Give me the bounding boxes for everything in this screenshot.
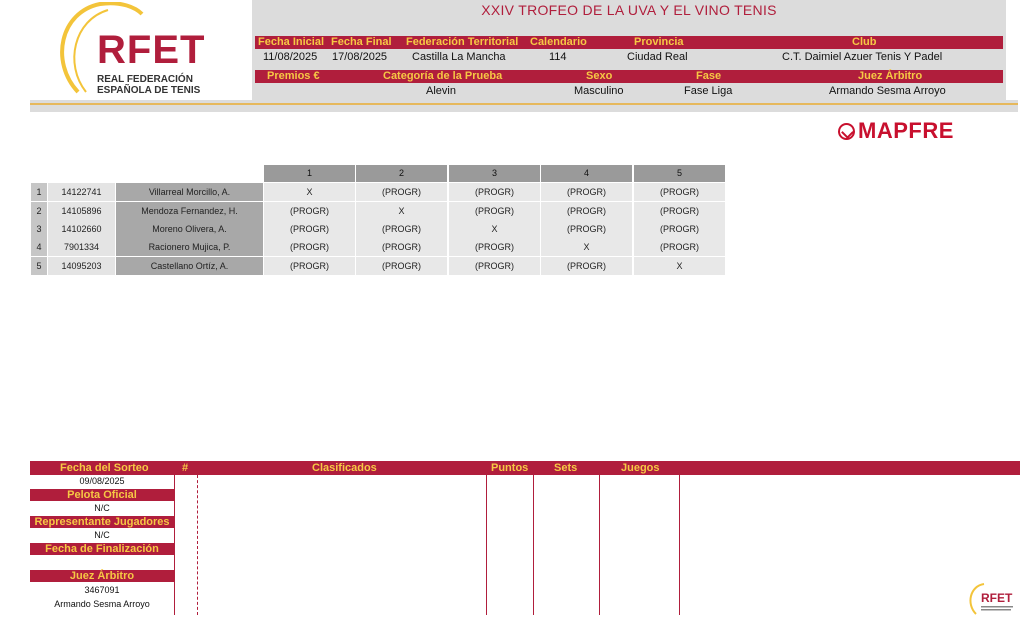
rfet-mini-logo-icon [966, 582, 1018, 616]
match-result-cell: (PROGR) [264, 202, 355, 220]
match-result-cell: X [449, 220, 540, 238]
player-name: Moreno Olivera, A. [116, 220, 263, 238]
label-clasificados: Clasificados [312, 462, 377, 474]
label-puntos: Puntos [491, 462, 529, 474]
label-fecha-finalizacion: Fecha de Finalización [30, 543, 174, 555]
value-juez: Armando Sesma Arroyo [829, 85, 946, 97]
matrix-column-header: 1 [264, 165, 355, 182]
value-fase: Fase Liga [684, 85, 733, 97]
match-result-cell: (PROGR) [264, 220, 355, 238]
match-result-cell: (PROGR) [541, 257, 632, 275]
player-name: Villarreal Morcillo, A. [116, 183, 263, 201]
column-divider [533, 475, 534, 615]
value-sexo: Masculino [574, 85, 624, 97]
value-juez-name: Armando Sesma Arroyo [54, 599, 150, 609]
label-provincia: Provincia [634, 36, 684, 48]
match-result-cell: (PROGR) [541, 183, 632, 201]
match-result-cell: (PROGR) [449, 183, 540, 201]
match-result-cell: (PROGR) [541, 220, 632, 238]
matrix-column-header: 5 [634, 165, 725, 182]
match-result-cell: X [356, 202, 447, 220]
matrix-column-header: 2 [356, 165, 447, 182]
matrix-row-position: 3 [31, 220, 47, 238]
header-strip [30, 100, 1018, 112]
logo-letters: RFET [97, 28, 206, 72]
value-juez-id: 3467091 [84, 585, 120, 595]
matrix-row-position: 5 [31, 257, 47, 275]
sponsor-logo [838, 118, 954, 144]
value-fecha-final: 17/08/2025 [332, 51, 388, 63]
label-pelota-oficial: Pelota Oficial [30, 489, 174, 501]
label-fecha-inicial: Fecha Inicial [258, 36, 325, 48]
match-result-cell: (PROGR) [449, 238, 540, 256]
matrix-row-position: 4 [31, 238, 47, 256]
match-result-cell: (PROGR) [634, 202, 725, 220]
match-result-cell: (PROGR) [634, 238, 725, 256]
match-result-cell: X [264, 183, 355, 201]
label-sexo: Sexo [586, 70, 613, 82]
column-divider [679, 475, 680, 615]
match-result-cell: (PROGR) [634, 220, 725, 238]
matrix-column-header: 4 [541, 165, 632, 182]
header-divider [30, 103, 1018, 105]
info-header-bar-2 [255, 70, 1003, 83]
label-categoria: Categoría de la Prueba [383, 70, 503, 82]
matrix-row-position: 2 [31, 202, 47, 220]
value-pelota-oficial: N/C [94, 503, 110, 513]
logo-subtitle [97, 74, 200, 96]
player-license: 7901334 [48, 238, 115, 256]
match-result-cell: (PROGR) [264, 257, 355, 275]
label-representante: Representante Jugadores [30, 516, 174, 528]
matrix-row-position: 1 [31, 183, 47, 201]
label-fecha-sorteo: Fecha del Sorteo [60, 462, 149, 474]
match-result-cell: (PROGR) [356, 238, 447, 256]
label-fecha-final: Fecha Final [331, 36, 392, 48]
sponsor-name: MAPFRE [858, 118, 954, 143]
standings-header-bar [30, 461, 1020, 475]
label-juegos: Juegos [621, 462, 660, 474]
value-federacion: Castilla La Mancha [412, 51, 506, 63]
matrix-column-header: 3 [449, 165, 540, 182]
player-name: Castellano Ortíz, A. [116, 257, 263, 275]
match-result-cell: (PROGR) [634, 183, 725, 201]
player-license: 14095203 [48, 257, 115, 275]
info-header-bar-1 [255, 36, 1003, 49]
label-sets: Sets [554, 462, 578, 474]
match-result-cell: (PROGR) [541, 202, 632, 220]
value-fecha-sorteo: 09/08/2025 [79, 476, 125, 486]
value-provincia: Ciudad Real [627, 51, 688, 63]
match-result-cell: (PROGR) [356, 257, 447, 275]
player-name: Racionero Mujica, P. [116, 238, 263, 256]
label-calendario: Calendario [530, 36, 587, 48]
label-premios: Premios € [267, 70, 320, 82]
match-result-cell: (PROGR) [356, 220, 447, 238]
column-divider-dashed [197, 475, 198, 615]
match-result-cell: X [541, 238, 632, 256]
tournament-title: XXIV TROFEO DE LA UVA Y EL VINO TENIS [481, 2, 777, 18]
label-hash: # [182, 462, 189, 474]
match-result-cell: (PROGR) [356, 183, 447, 201]
match-result-cell: (PROGR) [264, 238, 355, 256]
logo-line-1: REAL FEDERACIÓN [97, 74, 193, 85]
label-fase: Fase [696, 70, 722, 82]
mapfre-emblem-icon [838, 123, 855, 140]
value-fecha-inicial: 11/08/2025 [263, 51, 318, 63]
column-divider [174, 475, 175, 615]
column-divider [599, 475, 600, 615]
label-juez-arbitro: Juez Árbitro [30, 570, 174, 582]
svg-text:RFET: RFET [981, 591, 1013, 605]
label-club: Club [852, 36, 877, 48]
value-representante: N/C [94, 530, 110, 540]
match-result-cell: (PROGR) [449, 257, 540, 275]
player-license: 14102660 [48, 220, 115, 238]
logo-line-2: ESPAÑOLA DE TENIS [97, 85, 201, 96]
player-license: 14122741 [48, 183, 115, 201]
value-club: C.T. Daimiel Azuer Tenis Y Padel [782, 51, 943, 63]
player-name: Mendoza Fernandez, H. [116, 202, 263, 220]
column-divider [486, 475, 487, 615]
label-juez: Juez Árbitro [858, 70, 923, 82]
label-federacion: Federación Territorial [406, 36, 519, 48]
rfet-footer-logo [966, 582, 1018, 616]
match-result-cell: (PROGR) [449, 202, 540, 220]
value-calendario: 114 [549, 51, 567, 63]
match-result-cell: X [634, 257, 725, 275]
value-categoria: Alevin [426, 85, 456, 97]
player-license: 14105896 [48, 202, 115, 220]
